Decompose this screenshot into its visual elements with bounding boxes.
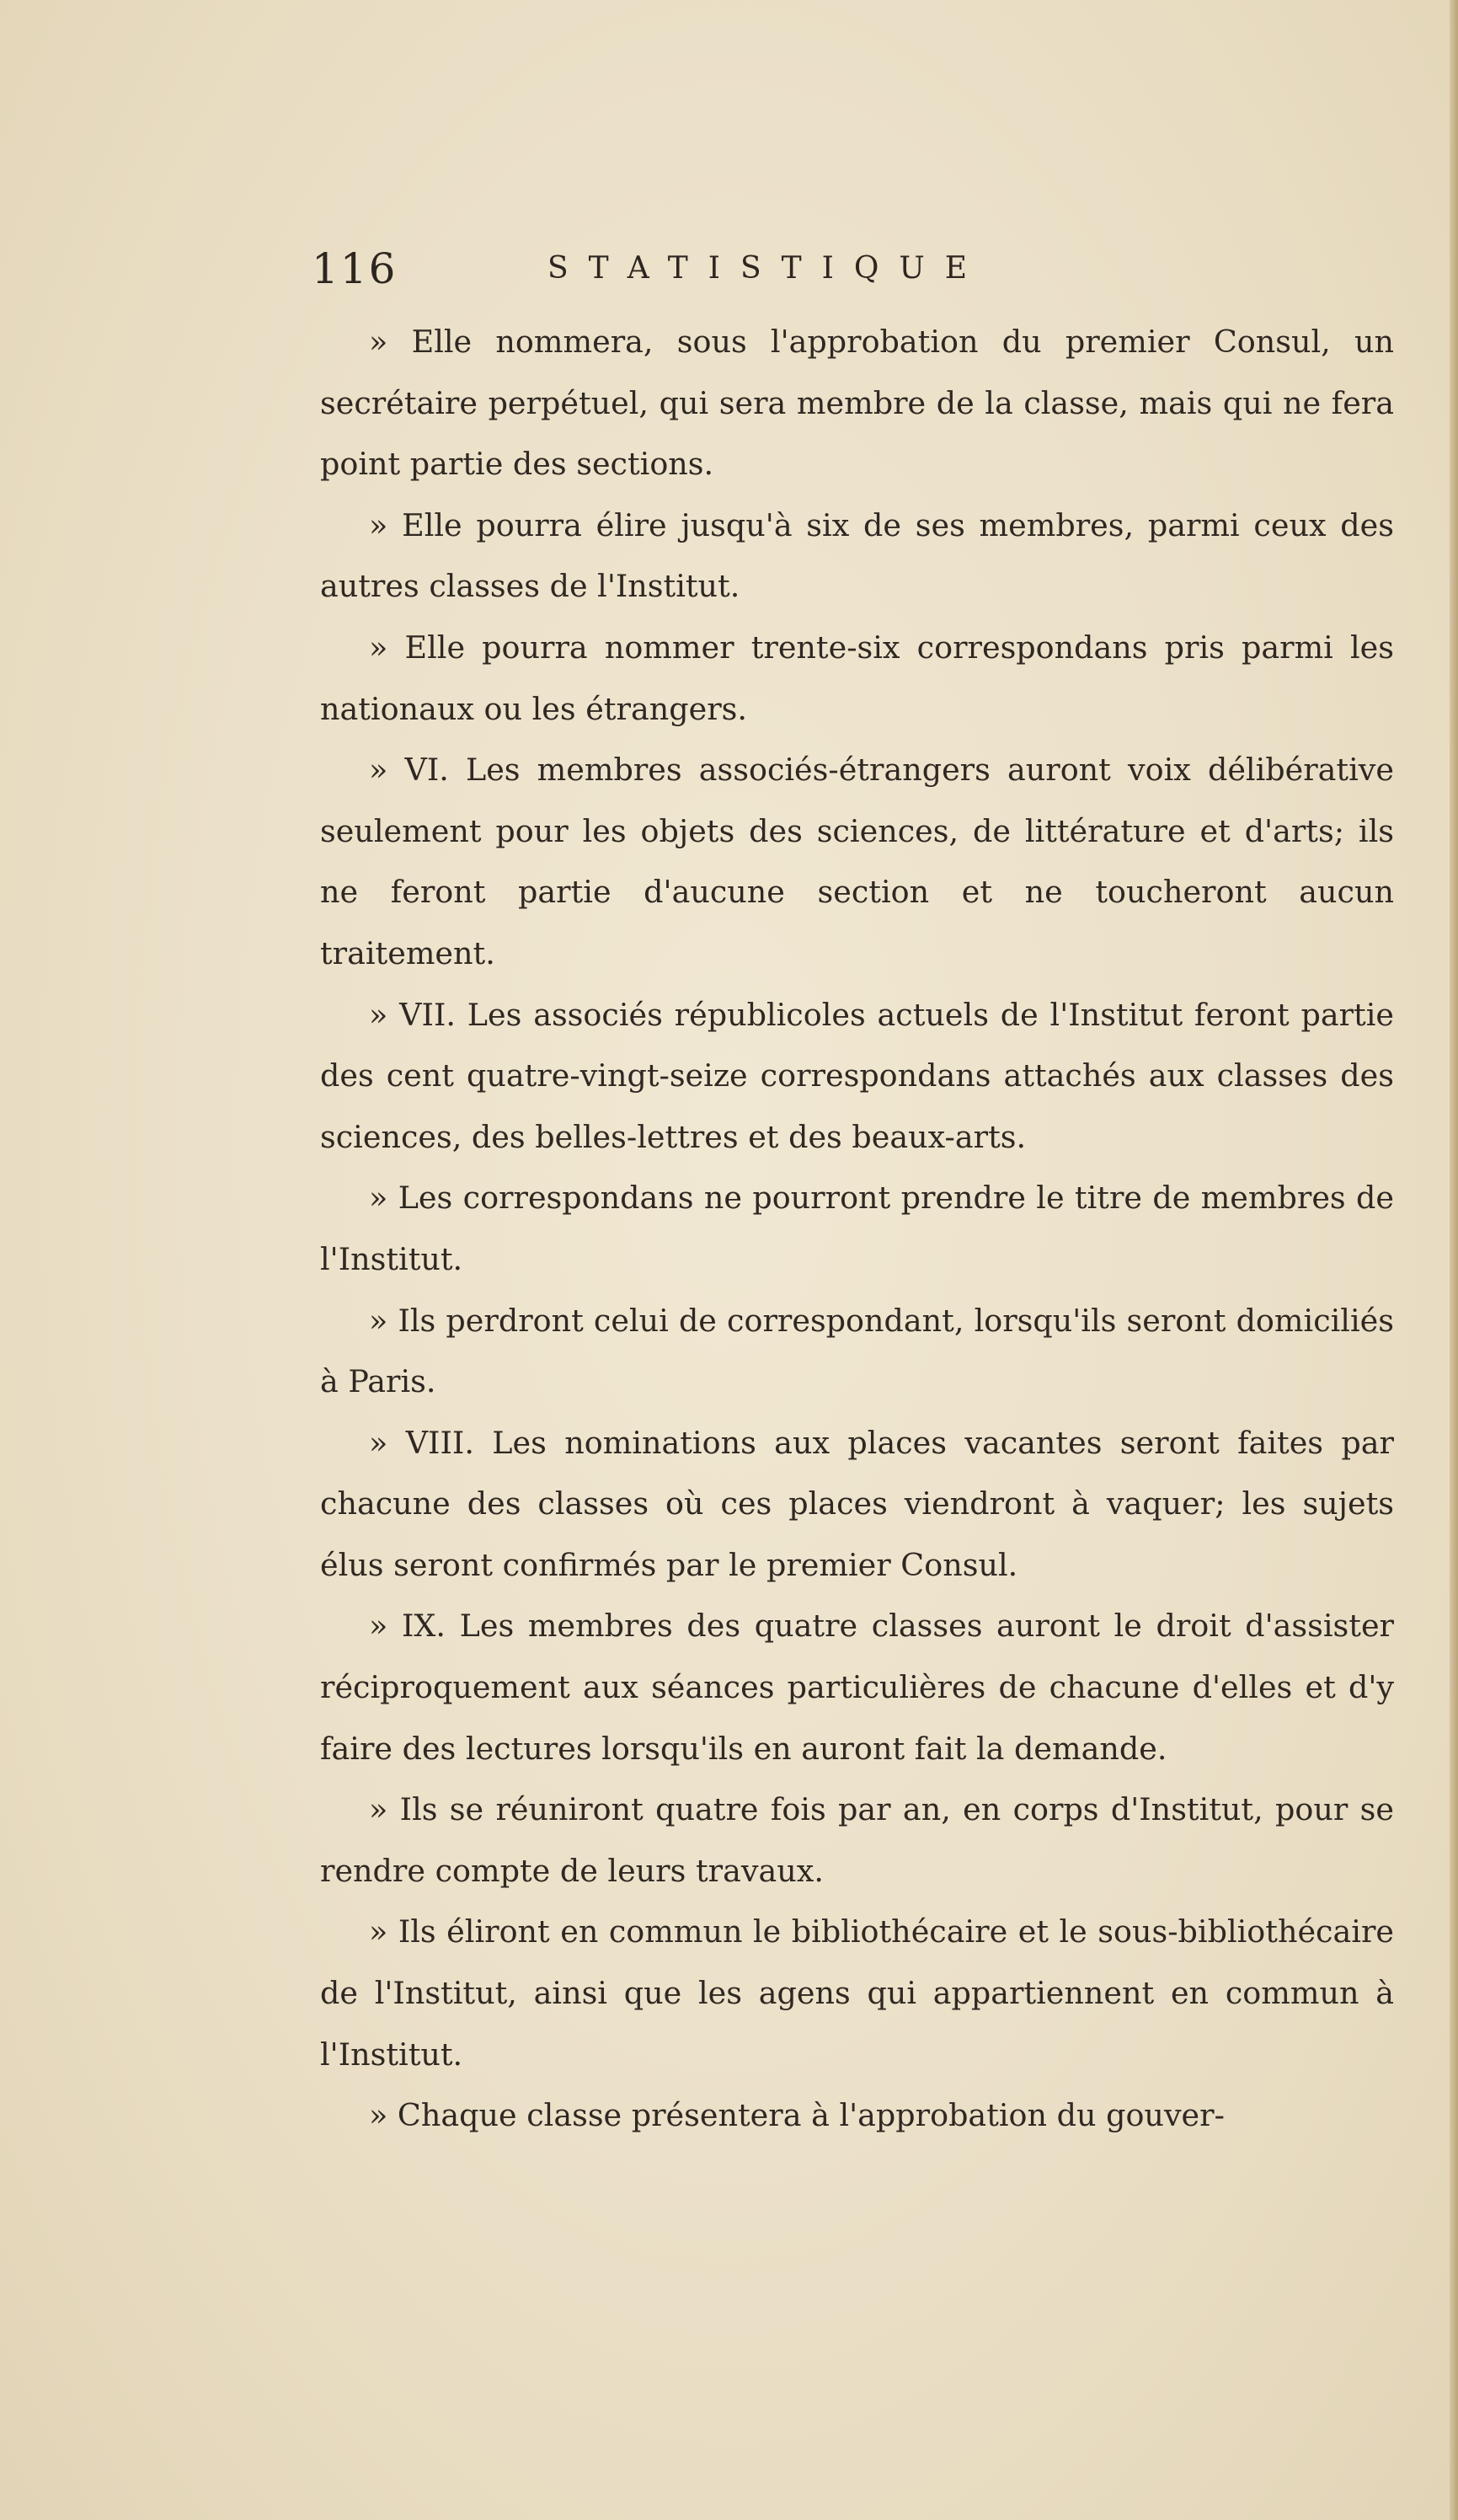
paragraph: » IX. Les membres des quatre classes auront le droit d'assister réciproquement aux séances particulières de chacune d'elles et d'y faire des lectures lorsqu'ils en auront fait la demande. — [320, 1608, 1394, 1767]
page-header — [312, 244, 1390, 303]
running-title: STATISTIQUE — [547, 251, 987, 286]
page-edge-shadow — [1450, 0, 1458, 2520]
paragraph: » Elle pourra élire jusqu'à six de ses membres, parmi ceux des autres classes de l'Institut. — [320, 506, 1394, 605]
paragraph: » Chaque classe présentera à l'approbation du gouver- — [369, 2097, 1225, 2134]
paragraph: » Ils éliront en commun le bibliothécaire et le sous-bibliothécaire de l'Institut, ainsi que les agens qui appartiennent en commun à l'Institut. — [320, 1913, 1394, 2073]
paragraph: » Elle pourra nommer trente-six correspondans pris parmi les nationaux ou les étrangers. — [320, 629, 1394, 727]
paragraph: » Ils se réuniront quatre fois par an, en corps d'Institut, pour se rendre compte de leurs travaux. — [320, 1791, 1394, 1889]
page-number: 116 — [312, 244, 398, 293]
paragraph: » VI. Les membres associés-étrangers auront voix délibérative seulement pour les objets des sciences, de littérature et d'arts; ils ne feront partie d'aucune section et ne toucheront aucun traitement. — [320, 752, 1394, 971]
paragraph: » VII. Les associés républicoles actuels de l'Institut feront partie des cent quatre-vingt-seize correspondans attachés aux classes des sciences, des belles-lettres et des beaux-arts. — [320, 996, 1394, 1155]
body-text — [320, 312, 1394, 2147]
paragraph: » Elle nommera, sous l'approbation du premier Consul, un secrétaire perpétuel, qui sera membre de la classe, mais qui ne fera point partie des sections. — [320, 324, 1394, 483]
paragraph: » Les correspondans ne pourront prendre le titre de membres de l'Institut. — [320, 1180, 1394, 1277]
paragraph: » VIII. Les nominations aux places vacantes seront faites par chacune des classes où ces places viendront à vaquer; les sujets élus seront confirmés par le premier Consul. — [320, 1424, 1394, 1583]
paragraph: » Ils perdront celui de correspondant, lorsqu'ils seront domiciliés à Paris. — [320, 1302, 1394, 1400]
